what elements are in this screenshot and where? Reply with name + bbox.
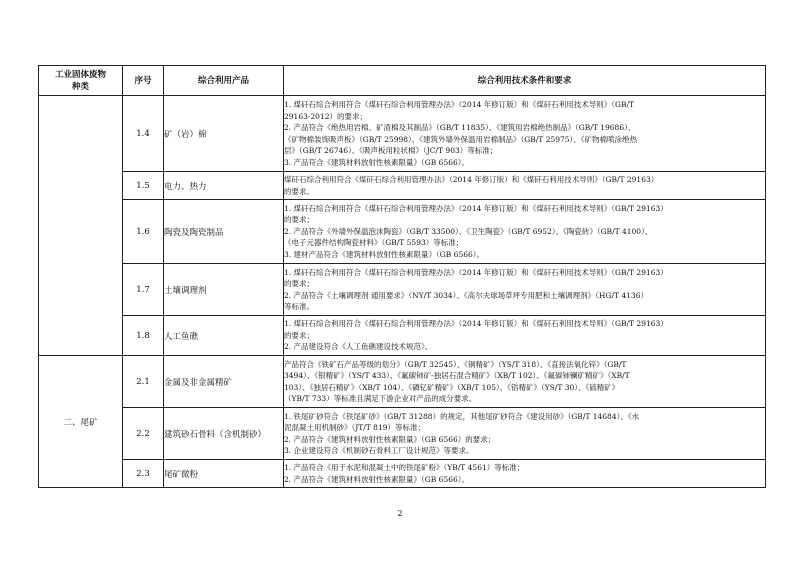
requirements-cell (284, 200, 766, 264)
requirement-line: 的要求； (284, 215, 314, 225)
requirement-line: 泥混凝土用机制砂》（JT/T 819）等标准； (284, 423, 425, 432)
row-number: 1.6 (123, 200, 164, 264)
requirement-line: 1. 产品符合《用于水泥和混凝土中的铁尾矿粉》（YB/T 4561）等标准； (284, 463, 525, 472)
table-header-row (39, 66, 766, 96)
table-row (39, 316, 766, 356)
row-number: 1.4 (123, 96, 164, 172)
row-number: 1.5 (123, 172, 164, 200)
requirements-cell (284, 460, 766, 488)
requirement-line: 煤矸石综合利用符合《煤矸石综合利用管理办法》（2014 年修订版）和《煤矸石利用技术导则》（GB/T 29163） (284, 175, 659, 184)
product-name: 矿（岩）棉 (164, 96, 284, 172)
requirements-cell (284, 408, 766, 460)
row-number: 2.2 (123, 408, 164, 460)
table-row (39, 200, 766, 264)
requirement-line: 《矿物棉装饰吸声板》（GB/T 25998）、《建筑外墙外保温用岩棉制品》（GB/T 25975）、《矿物棉喷涂绝热 (284, 134, 638, 144)
requirements-cell (284, 172, 766, 200)
table-row (39, 172, 766, 200)
requirement-line: 1. 煤矸石综合利用符合《煤矸石综合利用管理办法》（2014 年修订版）和《煤矸石利用技术导则》（GB/T 29163） (284, 319, 668, 329)
requirement-line: 3. 产品符合《建筑材料放射性核素限量》（GB 6566）。 (284, 157, 470, 167)
requirement-line: 2. 产品符合《建筑材料放射性核素限量》（GB 6566）。 (284, 474, 470, 484)
requirement-line: 103）、《独居石精矿》（XB/T 104）、《磷钇矿精矿》（XB/T 105）、《锆精矿》（YS/T 30）、《硫精矿》 (284, 382, 620, 392)
product-name: 建筑砂石骨料（含机制砂） (164, 408, 284, 460)
requirement-line: 的要求； (284, 330, 314, 340)
product-name: 尾矿微粉 (164, 460, 284, 488)
header-waste-type-line: 种类 (71, 81, 89, 92)
product-name: 金属及非金属精矿 (164, 356, 284, 408)
product-name: 人工鱼礁 (164, 316, 284, 356)
requirement-line: 1. 煤矸石综合利用符合《煤矸石综合利用管理办法》（2014 年修订版）和《煤矸石利用技术导则》（GB/T 29163） (284, 267, 668, 277)
requirement-line: 产品符合《铁矿石产品等级的划分》（GB/T 32545）、《铜精矿》（YS/T 318）、《直接法氧化锌》（GB/T (284, 359, 627, 369)
header-waste-type-line: 工业固体废物 (54, 69, 106, 80)
table-row (39, 460, 766, 488)
category-tailings: 二、尾矿 (39, 356, 123, 488)
header-requirements: 综合利用技术条件和要求 (284, 66, 766, 96)
requirement-line: 的要求。 (284, 186, 314, 196)
header-product: 综合利用产品 (164, 66, 284, 96)
requirement-line: （YB/T 733）等标准且满足下游企业对产品的成分要求。 (284, 394, 477, 403)
table-row (39, 356, 766, 408)
requirement-line: 3. 企业建设符合《机制砂石骨料工厂设计规范》等要求。 (284, 446, 474, 455)
requirement-line: 2. 产品符合《外墙外保温泡沫陶瓷》（GB/T 33500）、《卫生陶瓷》（GB/T 6952）、《陶瓷砖》（GB/T 4100）、 (284, 226, 653, 236)
requirement-line: 2. 产品符合《绝热用岩棉、矿渣棉及其制品》（GB/T 11835）、《建筑用岩棉绝热制品》（GB/T 19686）、 (284, 123, 636, 132)
row-number: 2.1 (123, 356, 164, 408)
product-name: 陶瓷及陶瓷制品 (164, 200, 284, 264)
category-coal-gangue-cell (39, 96, 123, 356)
requirement-line: 1. 煤矸石综合利用符合《煤矸石综合利用管理办法》（2014 年修订版）和《煤矸石利用技术导则》（GB/T (284, 100, 635, 109)
requirement-line: 等标准。 (284, 302, 314, 311)
requirements-cell (284, 316, 766, 356)
requirement-line: 2. 产品符合《土壤调理剂 通用要求》（NY/T 3034）、《高尔夫球场草坪专用肥和土壤调理剂》（HG/T 4136） (284, 290, 648, 300)
table-row (39, 96, 766, 172)
header-waste-type (39, 66, 123, 96)
requirement-line: 的要求； (284, 279, 314, 288)
requirement-line: 3494）、《银精矿》（YS/T 433）、《氟碳铈矿-独居石混合精矿》（XB/T 102）、《氟碳铈镧矿精矿》（XB/T (284, 371, 630, 380)
table-row (39, 408, 766, 460)
requirement-line: 《电子元器件结构陶瓷材料》（GB/T 5593）等标准； (284, 238, 464, 248)
header-serial-no: 序号 (123, 66, 164, 96)
requirements-cell (284, 96, 766, 172)
requirement-line: 2. 产品符合《建筑材料放射性核素限量》（GB 6566）的要求； (284, 434, 496, 444)
requirements-cell (284, 356, 766, 408)
product-name: 电力、热力 (164, 172, 284, 200)
row-number: 2.3 (123, 460, 164, 488)
requirement-line: 29163-2012）的要求； (284, 111, 367, 121)
row-number: 1.7 (123, 264, 164, 316)
table-row (39, 264, 766, 316)
requirement-line: 2. 产品建设符合《人工鱼礁建设技术规范》。 (284, 342, 433, 352)
requirement-line: 层》（GB/T 26746）、《吸声板用粒状棉》（JC/T 903）等标准； (284, 146, 498, 155)
requirement-line: 3. 建材产品符合《建筑材料放射性核素限量》（GB 6566）。 (284, 249, 485, 259)
row-number: 1.8 (123, 316, 164, 356)
requirements-cell (284, 264, 766, 316)
product-name: 土壤调理剂 (164, 264, 284, 316)
standards-table (38, 65, 766, 488)
requirement-line: 1. 铁尾矿砂符合《铁尾矿砂》（GB/T 31288）的规定，其他尾矿砂符合《建设用砂》（GB/T 14684）、《水 (284, 411, 640, 421)
requirement-line: 1. 煤矸石综合利用符合《煤矸石综合利用管理办法》（2014 年修订版）和《煤矸石利用技术导则》（GB/T 29163） (284, 203, 668, 213)
page-number: 2 (397, 509, 403, 518)
